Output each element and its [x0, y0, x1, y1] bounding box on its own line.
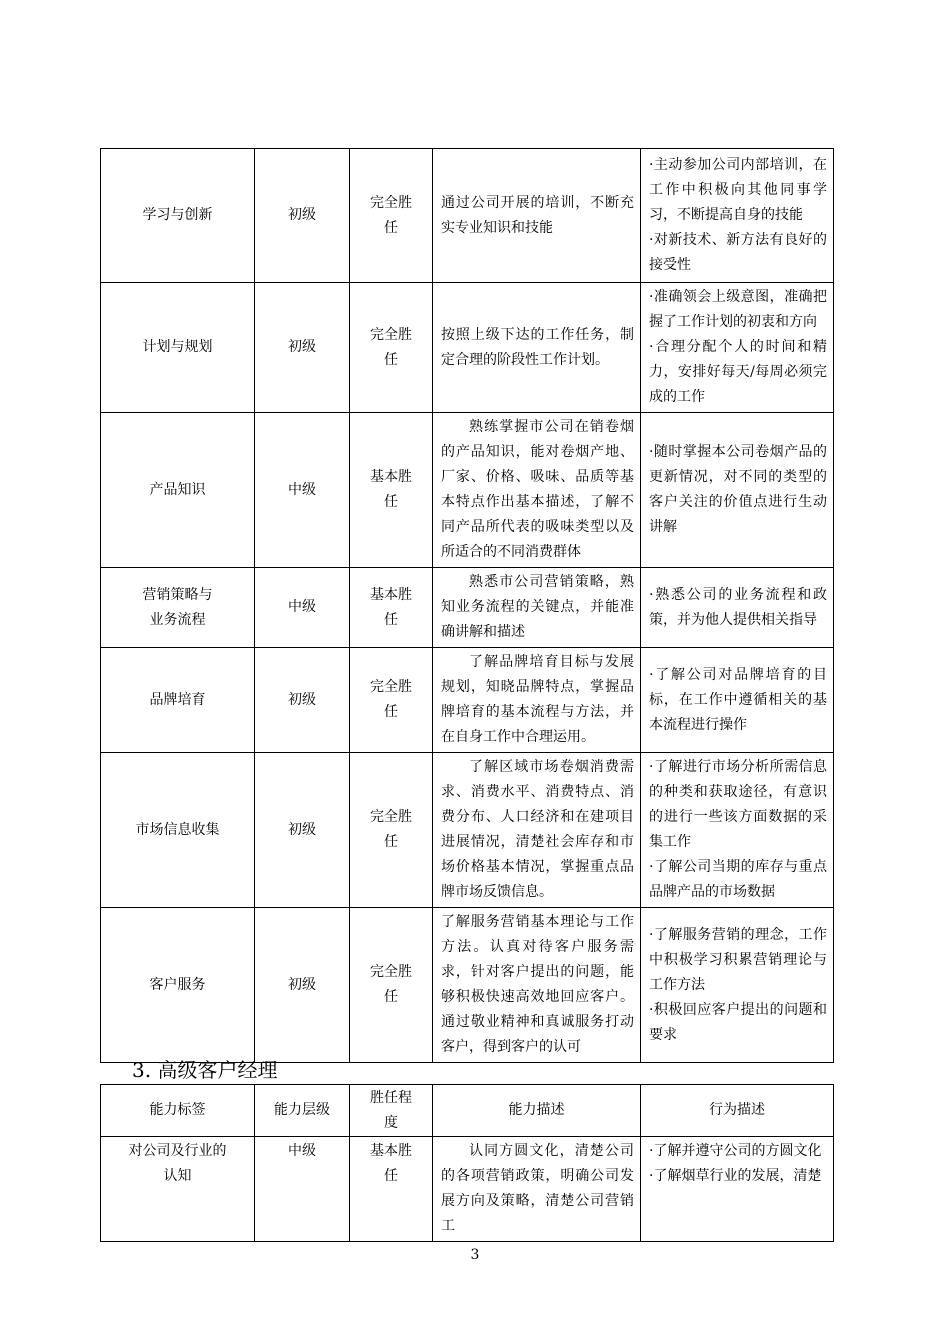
- ability-description: 按照上级下达的工作任务，制定合理的阶段性工作计划。: [433, 283, 641, 413]
- competency-degree: 基本胜任: [350, 1137, 433, 1242]
- behavior-item: ·随时掌握本公司卷烟产品的更新情况，对不同的类型的客户关注的价值点进行生动讲解: [649, 444, 827, 535]
- ability-level: 中级: [255, 1137, 350, 1242]
- ability-description: 了解品牌培育目标与发展规划，知晓品牌特点，掌握品牌培育的基本流程与方法，并在自身工作中合理运用。: [433, 648, 641, 753]
- behavior-item: ·准确领会上级意图，准确把握了工作计划的初衷和方向: [649, 289, 827, 330]
- behavior-item: ·了解公司当期的库存与重点品牌产品的市场数据: [649, 859, 827, 900]
- ability-level: 初级: [255, 908, 350, 1063]
- competency-degree: 基本胜任: [350, 413, 433, 568]
- ability-description: 熟练掌握市公司在销卷烟的产品知识，能对卷烟产地、厂家、价格、吸味、品质等基本特点作出基本描述，了解不同产品所代表的吸味类型以及所适合的不同消费群体: [433, 413, 641, 568]
- behavior-item: ·主动参加公司内部培训，在工作中积极向其他同事学习，不断提高自身的技能: [649, 157, 827, 223]
- ability-label: 产品知识: [101, 413, 255, 568]
- ability-label: 计划与规划: [101, 283, 255, 413]
- section-heading: 3. 高级客户经理: [132, 1058, 278, 1082]
- competency-degree: 基本胜任: [350, 568, 433, 648]
- competency-table-2: [100, 1084, 834, 1242]
- column-header: 能力描述: [433, 1085, 641, 1137]
- behavior-item: ·对新技术、新方法有良好的接受性: [649, 232, 827, 273]
- behavior-description: [641, 413, 834, 568]
- ability-label: 市场信息收集: [101, 753, 255, 908]
- table-row: [101, 149, 834, 283]
- behavior-item: ·了解公司对品牌培育的目标，在工作中遵循相关的基本流程进行操作: [649, 666, 827, 733]
- ability-description: 了解区域市场卷烟消费需求、消费水平、消费特点、消费分布、人口经济和在建项目进展情况，清楚社会库存和市场价格基本情况，掌握重点品牌市场反馈信息。: [433, 753, 641, 908]
- behavior-description: [641, 1137, 834, 1242]
- ability-description: 认同方圆文化，清楚公司的各项营销政策，明确公司发展方向及策略，清楚公司营销工: [433, 1137, 641, 1242]
- ability-label: 对公司及行业的认知: [101, 1137, 255, 1242]
- competency-degree: 完全胜任: [350, 753, 433, 908]
- competency-degree: 完全胜任: [350, 648, 433, 753]
- behavior-item: ·合理分配个人的时间和精力，安排好每天/每周必须完成的工作: [649, 339, 827, 405]
- behavior-description: [641, 283, 834, 413]
- table-row: [101, 568, 834, 648]
- ability-label: 品牌培育: [101, 648, 255, 753]
- ability-label: 学习与创新: [101, 149, 255, 283]
- table-header-row: [101, 1085, 834, 1137]
- page-number: 3: [470, 1247, 480, 1263]
- ability-description: 通过公司开展的培训，不断充实专业知识和技能: [433, 149, 641, 283]
- ability-label: 营销策略与业务流程: [101, 568, 255, 648]
- column-header: 胜任程度: [350, 1085, 433, 1137]
- ability-level: 初级: [255, 753, 350, 908]
- ability-level: 初级: [255, 283, 350, 413]
- table-row: [101, 648, 834, 753]
- table-row: [101, 283, 834, 413]
- column-header: 能力层级: [255, 1085, 350, 1137]
- table-row: [101, 413, 834, 568]
- ability-level: 初级: [255, 648, 350, 753]
- behavior-description: [641, 908, 834, 1063]
- table-row: [101, 1137, 834, 1242]
- competency-degree: 完全胜任: [350, 283, 433, 413]
- behavior-item: ·熟悉公司的业务流程和政策，并为他人提供相关指导: [649, 586, 827, 628]
- competency-degree: 完全胜任: [350, 149, 433, 283]
- behavior-description: [641, 753, 834, 908]
- ability-label: 客户服务: [101, 908, 255, 1063]
- competency-degree: 完全胜任: [350, 908, 433, 1063]
- ability-level: 中级: [255, 568, 350, 648]
- behavior-item: ·积极回应客户提出的问题和要求: [649, 1001, 827, 1043]
- behavior-item: ·了解服务营销的理念，工作中积极学习积累营销理论与工作方法: [649, 926, 827, 993]
- table-row: [101, 908, 834, 1063]
- behavior-description: [641, 568, 834, 648]
- ability-description: 熟悉市公司营销策略，熟知业务流程的关键点，并能准确讲解和描述: [433, 568, 641, 648]
- competency-table-1: [100, 148, 834, 1063]
- behavior-description: [641, 149, 834, 283]
- ability-level: 中级: [255, 413, 350, 568]
- behavior-item: ·了解并遵守公司的方圆文化: [649, 1143, 822, 1159]
- ability-level: 初级: [255, 149, 350, 283]
- column-header: 能力标签: [101, 1085, 255, 1137]
- column-header: 行为描述: [641, 1085, 834, 1137]
- behavior-item: ·了解烟草行业的发展，清楚: [649, 1168, 822, 1184]
- table-row: [101, 753, 834, 908]
- behavior-item: ·了解进行市场分析所需信息的种类和获取途径，有意识的进行一些该方面数据的采集工作: [649, 759, 827, 850]
- behavior-description: [641, 648, 834, 753]
- ability-description: 了解服务营销基本理论与工作方法。认真对待客户服务需求，针对客户提出的问题，能够积极快速高效地回应客户。通过敬业精神和真诚服务打动客户，得到客户的认可: [433, 908, 641, 1063]
